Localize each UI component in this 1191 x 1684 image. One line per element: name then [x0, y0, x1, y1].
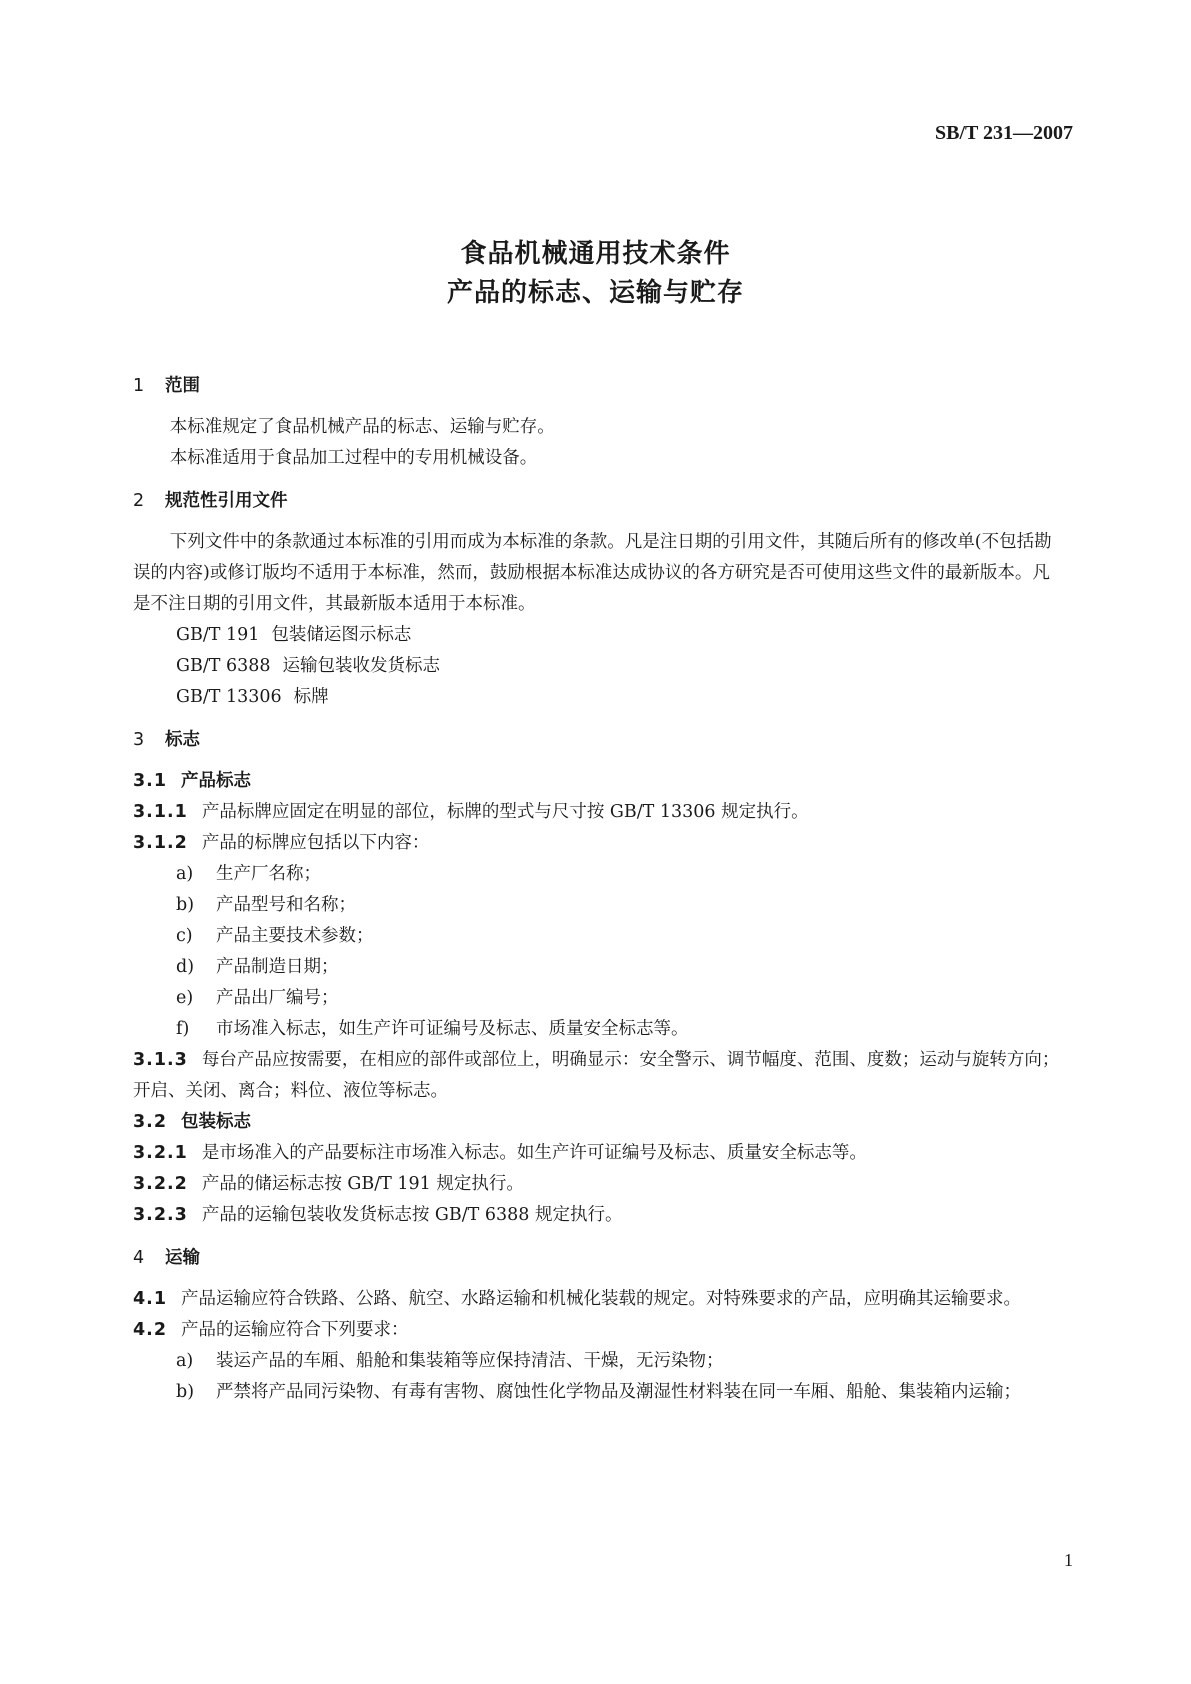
clause: 4.2 产品的运输应符合下列要求：: [133, 1320, 409, 1340]
section-heading: 1 范围: [133, 376, 200, 396]
list-item: b) 产品型号和名称；: [176, 895, 356, 915]
document-title: 食品机械通用技术条件: [460, 239, 731, 269]
clause: 3.1.2 产品的标牌应包括以下内容：: [133, 833, 430, 853]
clause: 3.2.1 是市场准入的产品要标注市场准入标志。如生产许可证编号及标志、质量安全标志等。: [133, 1143, 867, 1163]
section-heading: 4 运输: [133, 1248, 200, 1268]
clause: 3.2.3 产品的运输包装收发货标志按 GB/T 6388 规定执行。: [133, 1205, 623, 1225]
paragraph: 本标准适用于食品加工过程中的专用机械设备。: [169, 448, 538, 468]
section-heading: 3 标志: [133, 730, 200, 750]
section-heading: 2 规范性引用文件: [133, 491, 288, 511]
list-item: a) 生产厂名称；: [176, 864, 321, 884]
paragraph: 本标准规定了食品机械产品的标志、运输与贮存。: [169, 417, 555, 437]
document-code: SB/T 231—2007: [935, 122, 1073, 144]
reference-item: GB/T 191 包装储运图示标志: [176, 625, 412, 645]
subsection-heading: 3.2 包装标志: [133, 1112, 252, 1132]
list-item: f) 市场准入标志，如生产许可证编号及标志、质量安全标志等。: [176, 1019, 689, 1039]
paragraph: 下列文件中的条款通过本标准的引用而成为本标准的条款。凡是注日期的引用文件，其随后所有的修改单(不包括勘误的内容)或修订版均不适用于本标准，然而，鼓励根据本标准达成协议的各方研究是否可使用这些文件的最新版本。凡是不注日期的引用文件，其最新版本适用于本标准。: [133, 532, 1052, 614]
page-number: 1: [1064, 1550, 1073, 1570]
list-item: d) 产品制造日期；: [176, 957, 339, 977]
list-item: b) 严禁将产品同污染物、有毒有害物、腐蚀性化学物品及潮湿性材料装在同一车厢、船舱、集装箱内运输；: [176, 1382, 1021, 1402]
reference-item: GB/T 6388 运输包装收发货标志: [176, 656, 441, 676]
list-item: a) 装运产品的车厢、船舱和集装箱等应保持清洁、干燥，无污染物；: [176, 1351, 724, 1371]
subsection-heading: 3.1 产品标志: [133, 771, 252, 791]
clause: 3.1.1 产品标牌应固定在明显的部位，标牌的型式与尺寸按 GB/T 13306 规定执行。: [133, 802, 809, 822]
reference-item: GB/T 13306 标牌: [176, 687, 329, 707]
document-body: [133, 372, 1063, 1408]
document-subtitle: 产品的标志、运输与贮存: [446, 278, 744, 308]
clause: 3.2.2 产品的储运标志按 GB/T 191 规定执行。: [133, 1174, 524, 1194]
clause: 4.1 产品运输应符合铁路、公路、航空、水路运输和机械化装载的规定。对特殊要求的产品，应明确其运输要求。: [133, 1289, 1022, 1309]
list-item: e) 产品出厂编号；: [176, 988, 339, 1008]
clause: 3.1.3 每台产品应按需要，在相应的部件或部位上，明确显示：安全警示、调节幅度、范围、度数；运动与旋转方向；开启、关闭、离合；料位、液位等标志。: [133, 1050, 1060, 1101]
list-item: c) 产品主要技术参数；: [176, 926, 374, 946]
